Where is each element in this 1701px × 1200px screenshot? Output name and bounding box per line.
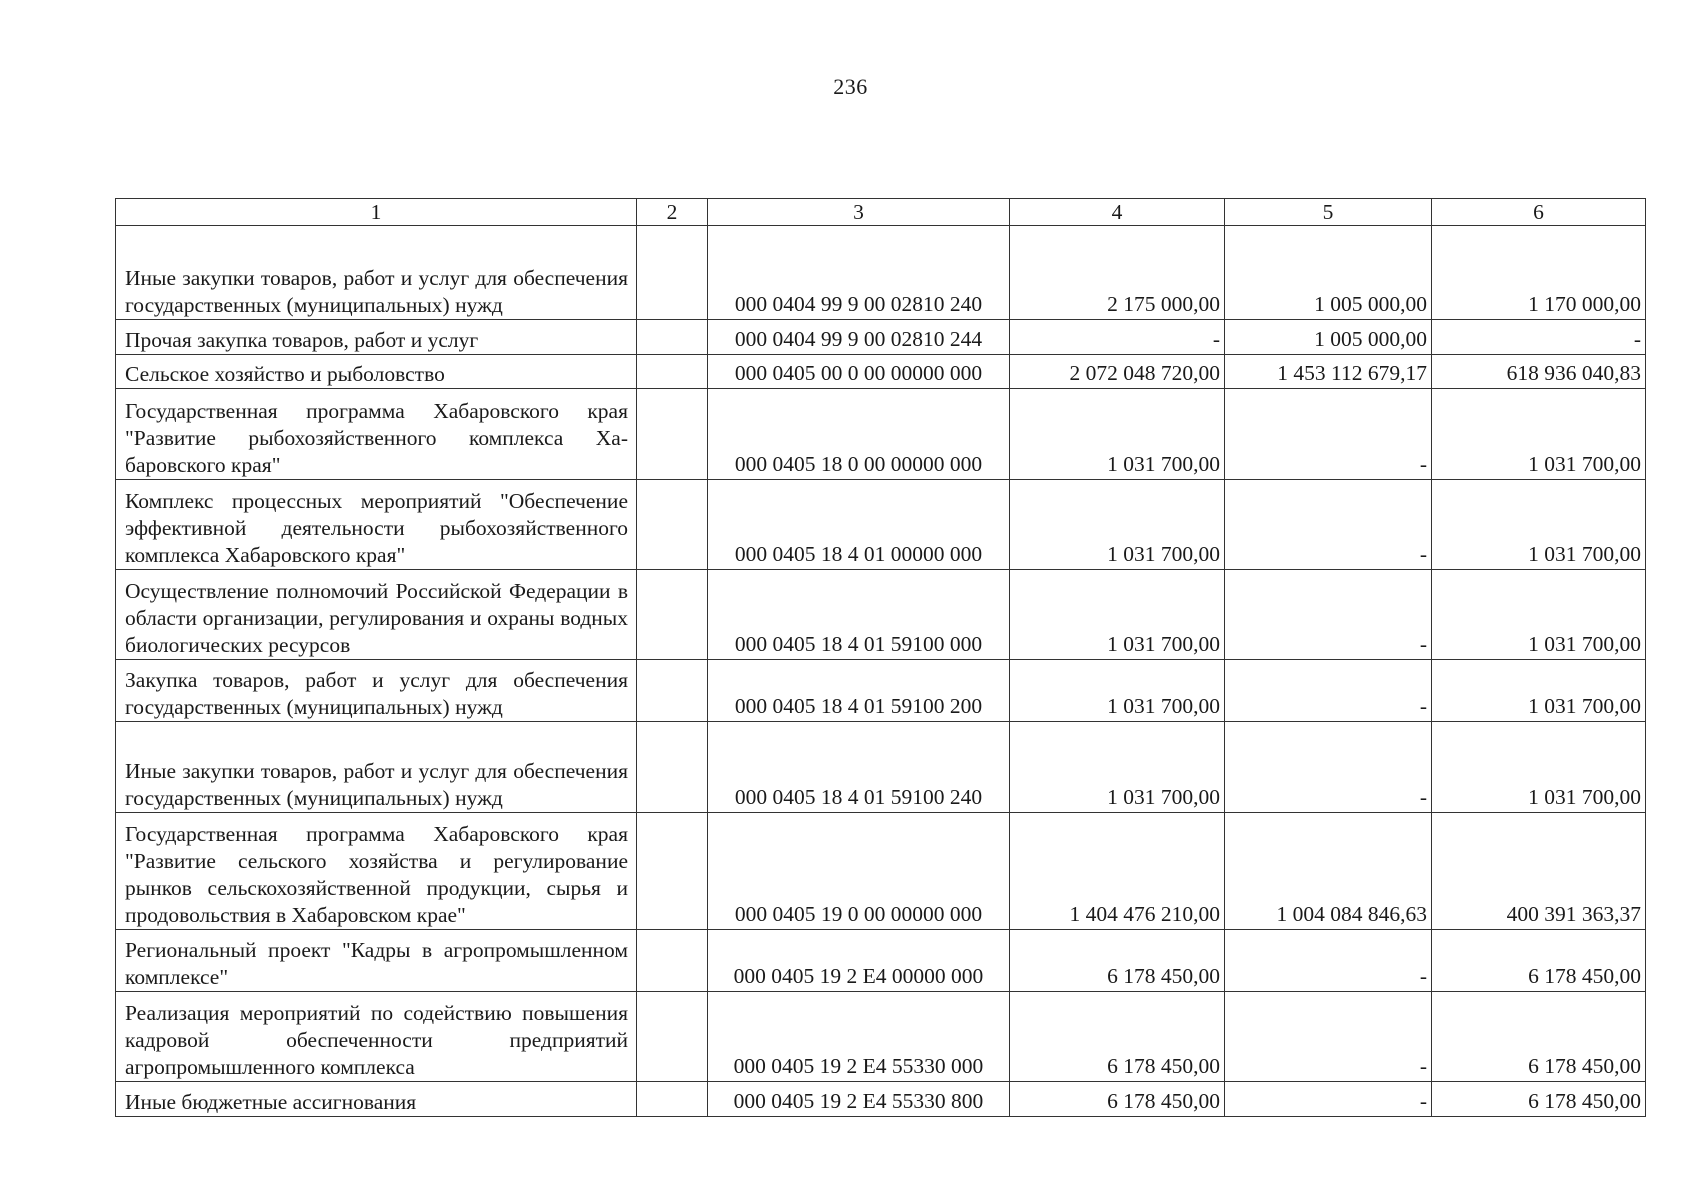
column-header-6: 6 bbox=[1432, 199, 1646, 226]
row-amount-5: - bbox=[1225, 570, 1432, 660]
row-budget-code: 000 0405 18 0 00 00000 000 bbox=[708, 389, 1010, 480]
row-column-2 bbox=[637, 722, 708, 813]
row-amount-5: - bbox=[1225, 389, 1432, 480]
row-budget-code: 000 0405 19 2 Е4 00000 000 bbox=[708, 930, 1010, 992]
column-header-3: 3 bbox=[708, 199, 1010, 226]
table-row bbox=[116, 813, 1646, 930]
row-column-2 bbox=[637, 389, 708, 480]
row-amount-5: 1 004 084 846,63 bbox=[1225, 813, 1432, 930]
row-amount-4: 1 031 700,00 bbox=[1010, 660, 1225, 722]
column-number-row bbox=[116, 199, 1646, 226]
row-column-2 bbox=[637, 992, 708, 1082]
row-column-2 bbox=[637, 1082, 708, 1117]
row-amount-4: 6 178 450,00 bbox=[1010, 1082, 1225, 1117]
row-amount-6: 1 031 700,00 bbox=[1432, 570, 1646, 660]
row-budget-code: 000 0405 19 2 Е4 55330 000 bbox=[708, 992, 1010, 1082]
row-amount-4: 1 031 700,00 bbox=[1010, 570, 1225, 660]
row-amount-4: 2 072 048 720,00 bbox=[1010, 355, 1225, 389]
row-amount-6: 6 178 450,00 bbox=[1432, 1082, 1646, 1117]
table-row bbox=[116, 355, 1646, 389]
row-name: Государственная программа Хабаровского края "Развитие рыбохозяйственного комплекса Хабаровского края" bbox=[116, 389, 637, 480]
row-amount-6: 400 391 363,37 bbox=[1432, 813, 1646, 930]
row-budget-code: 000 0404 99 9 00 02810 240 bbox=[708, 226, 1010, 320]
row-column-2 bbox=[637, 660, 708, 722]
row-column-2 bbox=[637, 570, 708, 660]
row-amount-6: 1 031 700,00 bbox=[1432, 389, 1646, 480]
row-amount-4: 1 404 476 210,00 bbox=[1010, 813, 1225, 930]
row-amount-4: 1 031 700,00 bbox=[1010, 722, 1225, 813]
table-row bbox=[116, 660, 1646, 722]
row-amount-6: 1 031 700,00 bbox=[1432, 480, 1646, 570]
row-column-2 bbox=[637, 813, 708, 930]
row-budget-code: 000 0405 18 4 01 59100 000 bbox=[708, 570, 1010, 660]
table-row bbox=[116, 226, 1646, 320]
row-budget-code: 000 0405 19 0 00 00000 000 bbox=[708, 813, 1010, 930]
row-budget-code: 000 0405 18 4 01 59100 240 bbox=[708, 722, 1010, 813]
row-budget-code: 000 0405 19 2 Е4 55330 800 bbox=[708, 1082, 1010, 1117]
row-amount-6: 1 170 000,00 bbox=[1432, 226, 1646, 320]
table-row bbox=[116, 992, 1646, 1082]
table-row bbox=[116, 1082, 1646, 1117]
row-amount-6: - bbox=[1432, 320, 1646, 355]
row-budget-code: 000 0404 99 9 00 02810 244 bbox=[708, 320, 1010, 355]
row-amount-4: 6 178 450,00 bbox=[1010, 992, 1225, 1082]
column-header-1: 1 bbox=[116, 199, 637, 226]
table-row bbox=[116, 930, 1646, 992]
row-column-2 bbox=[637, 226, 708, 320]
row-amount-6: 1 031 700,00 bbox=[1432, 660, 1646, 722]
table-row bbox=[116, 389, 1646, 480]
page-number: 236 bbox=[833, 74, 868, 99]
row-amount-6: 1 031 700,00 bbox=[1432, 722, 1646, 813]
row-name: Реализация мероприятий по содействию повышения кадровой обеспеченности предприятий агропромышленного комплекса bbox=[116, 992, 637, 1082]
row-amount-4: 1 031 700,00 bbox=[1010, 480, 1225, 570]
row-amount-4: - bbox=[1010, 320, 1225, 355]
row-amount-5: - bbox=[1225, 722, 1432, 813]
row-column-2 bbox=[637, 930, 708, 992]
row-column-2 bbox=[637, 480, 708, 570]
row-amount-6: 618 936 040,83 bbox=[1432, 355, 1646, 389]
row-name: Прочая закупка товаров, работ и услуг bbox=[116, 320, 637, 355]
row-name: Осуществление полномочий Российской Федерации в области организации, регулирования и охраны водных биологических ресурсов bbox=[116, 570, 637, 660]
row-name: Иные бюджетные ассигнования bbox=[116, 1082, 637, 1117]
row-name: Комплекс процессных мероприятий "Обеспечение эффективной деятельности рыбохозяйственного комплекса Хабаровского края" bbox=[116, 480, 637, 570]
row-name: Региональный проект "Кадры в агропромышленном комплексе" bbox=[116, 930, 637, 992]
row-budget-code: 000 0405 18 4 01 59100 200 bbox=[708, 660, 1010, 722]
column-header-5: 5 bbox=[1225, 199, 1432, 226]
row-amount-5: 1 453 112 679,17 bbox=[1225, 355, 1432, 389]
row-amount-5: 1 005 000,00 bbox=[1225, 226, 1432, 320]
row-amount-5: - bbox=[1225, 480, 1432, 570]
row-amount-4: 1 031 700,00 bbox=[1010, 389, 1225, 480]
table-row bbox=[116, 570, 1646, 660]
row-budget-code: 000 0405 00 0 00 00000 000 bbox=[708, 355, 1010, 389]
row-amount-5: - bbox=[1225, 1082, 1432, 1117]
table-row bbox=[116, 722, 1646, 813]
row-amount-5: 1 005 000,00 bbox=[1225, 320, 1432, 355]
row-name: Иные закупки товаров, работ и услуг для обеспечения государственных (муниципальных) нужд bbox=[116, 226, 637, 320]
row-name: Закупка товаров, работ и услуг для обеспечения государственных (муниципальных) нужд bbox=[116, 660, 637, 722]
table-row bbox=[116, 480, 1646, 570]
row-column-2 bbox=[637, 355, 708, 389]
row-amount-5: - bbox=[1225, 660, 1432, 722]
row-name: Сельское хозяйство и рыболовство bbox=[116, 355, 637, 389]
row-name: Иные закупки товаров, работ и услуг для обеспечения государственных (муниципальных) нужд bbox=[116, 722, 637, 813]
row-budget-code: 000 0405 18 4 01 00000 000 bbox=[708, 480, 1010, 570]
budget-table bbox=[115, 198, 1646, 1117]
column-header-2: 2 bbox=[637, 199, 708, 226]
row-amount-6: 6 178 450,00 bbox=[1432, 930, 1646, 992]
table-row bbox=[116, 320, 1646, 355]
row-amount-6: 6 178 450,00 bbox=[1432, 992, 1646, 1082]
row-column-2 bbox=[637, 320, 708, 355]
row-amount-4: 6 178 450,00 bbox=[1010, 930, 1225, 992]
column-header-4: 4 bbox=[1010, 199, 1225, 226]
row-amount-4: 2 175 000,00 bbox=[1010, 226, 1225, 320]
row-amount-5: - bbox=[1225, 930, 1432, 992]
row-amount-5: - bbox=[1225, 992, 1432, 1082]
row-name: Государственная программа Хабаровского края "Развитие сельского хозяйства и регулирование рынков сельскохозяйственной продукции, сырья и продовольствия в Хабаровском крае" bbox=[116, 813, 637, 930]
